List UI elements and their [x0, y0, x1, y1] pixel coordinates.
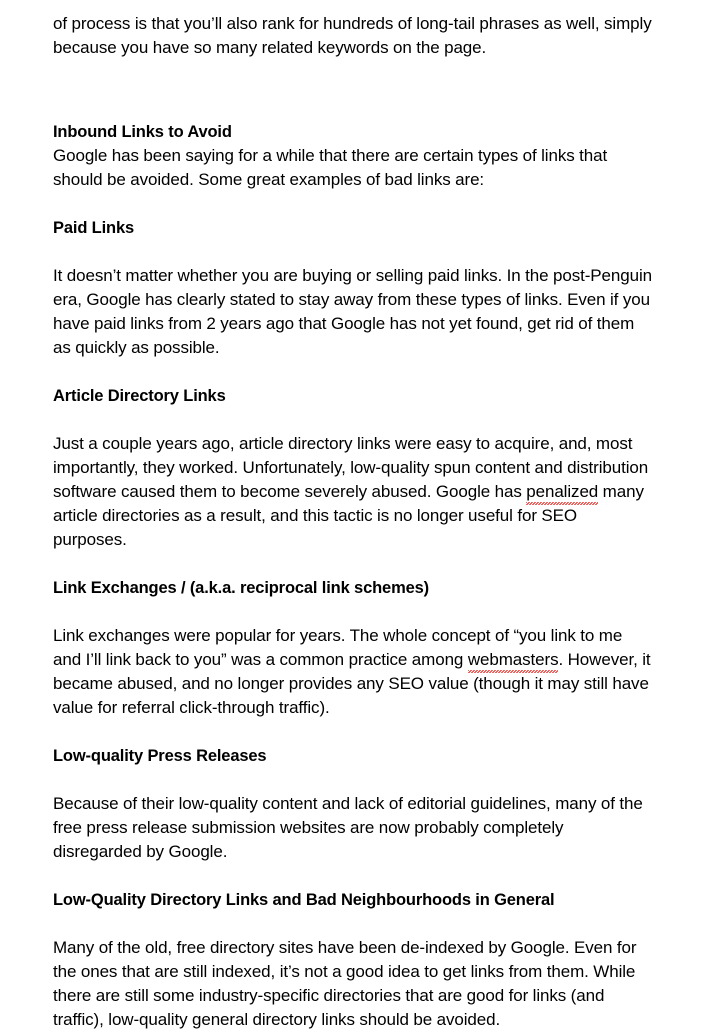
section-paragraph — [53, 432, 653, 552]
section-heading: Inbound Links to Avoid — [53, 123, 232, 141]
paragraph-text-before-misspelling: Just a couple years ago, article directory links were easy to acquire, and, most importantly, they worked. Unfortunately, low-quality spun content and distribution software caused them to become severely abused. Google has — [53, 434, 649, 501]
section-paragraph: Because of their low-quality content and lack of editorial guidelines, many of the free press release submission websites are now probably completely disregarded by Google. — [53, 794, 643, 861]
section-spacer — [53, 552, 653, 576]
section-inbound-links-to-avoid — [53, 120, 653, 192]
section-spacer — [53, 864, 653, 888]
paragraph-text-after-misspelling: many article directories as a result, and this tactic is no longer useful for SEO purposes. — [53, 482, 644, 549]
intro-paragraph: of process is that you’ll also rank for hundreds of long-tail phrases as well, simply because you have so many related keywords on the page. — [53, 14, 652, 57]
section-heading: Low-quality Press Releases — [53, 747, 267, 765]
section-paragraph — [53, 624, 653, 720]
heading-paragraph-spacer — [53, 240, 653, 264]
section-paragraph: It doesn’t matter whether you are buying or selling paid links. In the post-Penguin era, Google has clearly stated to stay away from these types of links. Even if you have paid links from 2 years ago that Google has not yet found, get rid of them as quickly as possible. — [53, 266, 652, 357]
section-heading: Article Directory Links — [53, 387, 226, 405]
section-low-quality-press-releases — [53, 744, 653, 864]
section-spacer — [53, 720, 653, 744]
misspelled-word-webmasters[interactable]: webmasters — [468, 648, 559, 672]
section-spacer — [53, 360, 653, 384]
section-heading: Low-Quality Directory Links and Bad Neighbourhoods in General — [53, 891, 555, 909]
section-link-exchanges — [53, 576, 653, 720]
heading-paragraph-spacer — [53, 912, 653, 936]
section-paid-links — [53, 216, 653, 360]
paragraph-text-before-misspelling: Link exchanges were popular for years. The whole concept of “you link to me and I’ll link back to you” was a common practice among — [53, 626, 623, 669]
heading-paragraph-spacer — [53, 600, 653, 624]
paragraph-text-after-misspelling: . However, it became abused, and no longer provides any SEO value (though it may still have value for referral click-through traffic). — [53, 650, 651, 717]
document-text-column — [53, 12, 653, 1032]
misspelled-word-penalized[interactable]: penalized — [526, 480, 598, 504]
heading-paragraph-spacer — [53, 768, 653, 792]
section-paragraph: Many of the old, free directory sites have been de-indexed by Google. Even for the ones that are still indexed, it’s not a good idea to get links from them. While there are still some industry-specific directories that are good for links (and traffic), low-quality general directory links should be avoided. — [53, 938, 637, 1029]
section-heading: Link Exchanges / (a.k.a. reciprocal link schemes) — [53, 579, 429, 597]
section-spacer — [53, 60, 653, 120]
section-article-directory-links — [53, 384, 653, 552]
section-spacer — [53, 192, 653, 216]
section-paragraph: Google has been saying for a while that there are certain types of links that should be avoided. Some great examples of bad links are: — [53, 146, 608, 189]
section-heading: Paid Links — [53, 219, 135, 237]
section-low-quality-directory-links — [53, 888, 653, 1032]
heading-paragraph-spacer — [53, 408, 653, 432]
